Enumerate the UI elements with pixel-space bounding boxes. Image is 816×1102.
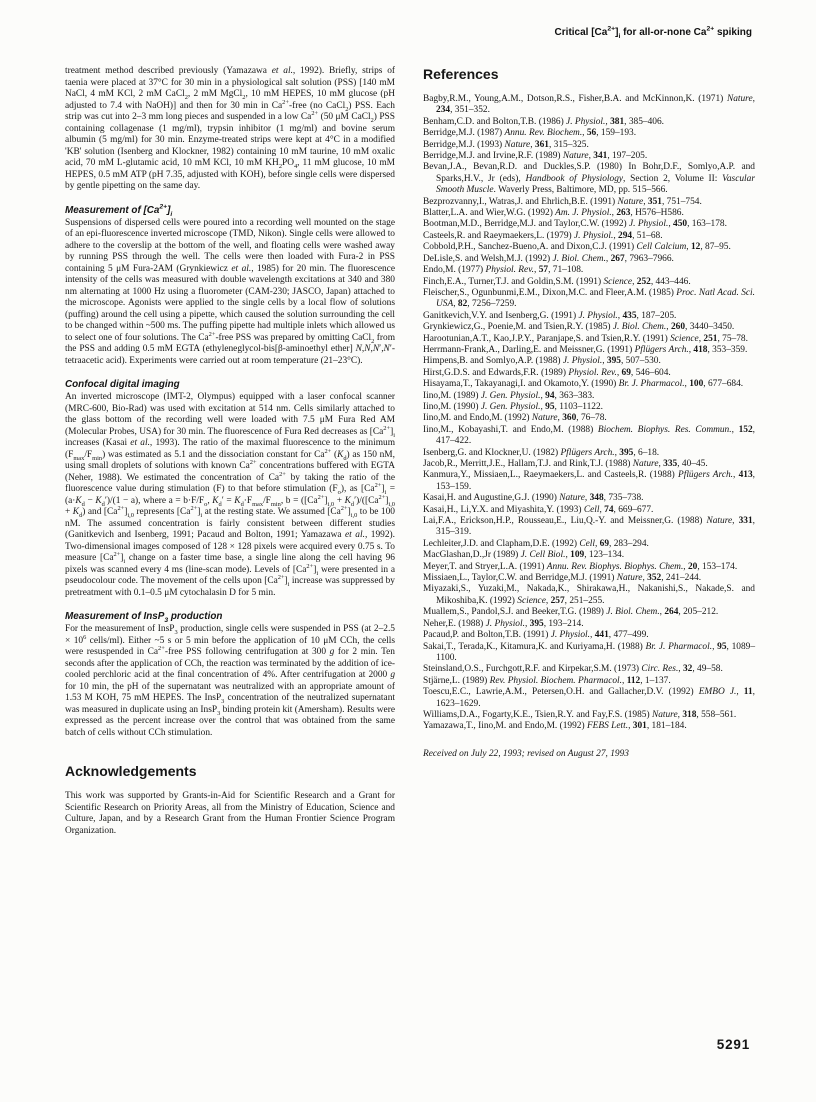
reference-item: Fleischer,S., Ogunbunmi,E.M., Dixon,M.C. and Fleer,A.M. (1985) Proc. Natl Acad. Sci. USA, 82, 7256–7259. xyxy=(423,287,756,310)
reference-item: Sakai,T., Terada,K., Kitamura,K. and Kuriyama,H. (1988) Br. J. Pharmacol., 95, 1089–1100. xyxy=(423,641,756,663)
reference-item: Neher,E. (1988) J. Physiol., 395, 193–214. xyxy=(423,618,584,629)
reference-item: Grynkiewicz,G., Poenie,M. and Tsien,R.Y. (1985) J. Biol. Chem., 260, 3440–3450. xyxy=(423,322,735,333)
subsection-heading-confocal-imaging: Confocal digital imaging xyxy=(65,379,180,390)
reference-item: Endo,M. (1977) Physiol. Rev., 57, 71–108. xyxy=(423,265,584,276)
reference-item: Lechleiter,J.D. and Clapham,D.E. (1992) Cell, 69, 283–294. xyxy=(423,538,649,549)
received-revised-note: Received on July 22, 1993; revised on August 27, 1993 xyxy=(423,748,629,759)
methods-continuation-paragraph: treatment method described previously (Yamazawa et al., 1992). Briefly, strips of taenia were placed at 37°C for 30 min in a physiological salt solution (PSS) [140 mM NaCl, 4 mM KCl, 2 mM CaCl$_2$, 2 mM MgCl$_2$, 10 mM HEPES, 10 mM glucose (pH adjusted to 7.4 with NaOH)] and then for 30 min in $Ca^{2+}$-free (no CaCl$_2$) PSS. Each strip was cut into 2–3 mm long pieces and suspended in a low $Ca^{2+}$ (50 μM CaCl$_2$) PSS containing collagenase (1 mg/ml), trypsin inhibitor (1 mg/ml) and bovine serum albumin (5 mg/ml) for 30 min. Enzyme-treated strips were kept at 4°C in a modified 'KB' solution (Isenberg and Klockner, 1982) containing 10 mM taurine, 10 mM oxalic acid, 70 mM L-glutamic acid, 10 mM KCl, 10 mM $KH_2PO_4$, 11 mM glucose, 10 mM HEPES, 0.5 mM ATP (pH 7.35, adjusted with KOH), before single cells were dispersed by gentle pipetting on the same day. xyxy=(65,66,396,191)
reference-item: Yamazawa,T., Iino,M. and Endo,M. (1992) FEBS Lett., 301, 181–184. xyxy=(423,721,687,732)
subsection-heading-ca-measurement: Measurement of $[Ca^{2+}]_i$ xyxy=(65,203,173,218)
reference-item: Missiaen,L., Taylor,C.W. and Berridge,M.J. (1991) Nature, 352, 241–244. xyxy=(423,573,702,584)
reference-item: Jacob,R., Merritt,J.E., Hallam,T.J. and Rink,T.J. (1988) Nature, 335, 40–45. xyxy=(423,459,708,469)
reference-item: Iino,M. (1990) J. Gen. Physiol., 95, 1103–1122. xyxy=(423,401,604,412)
reference-item: Blatter,L.A. and Wier,W.G. (1992) Am. J. Physiol., 263, H576–H586. xyxy=(423,208,684,219)
right-column xyxy=(423,66,755,837)
page-number: 5291 xyxy=(716,1037,750,1052)
reference-item: Iino,M. and Endo,M. (1992) Nature, 360, 76–78. xyxy=(423,413,607,424)
reference-item: Williams,D.A., Fogarty,K.E., Tsien,R.Y. and Fay,F.S. (1985) Nature, 318, 558–561. xyxy=(423,709,737,720)
reference-item: Herrmann-Frank,A., Darling,E. and Meissner,G. (1991) Pflügers Arch., 418, 353–359. xyxy=(423,344,748,355)
reference-item: Finch,E.A., Turner,T.J. and Goldin,S.M. (1991) Science, 252, 443–446. xyxy=(423,276,691,287)
running-head: Critical $[Ca^{2+}]_i$ for all-or-none $Ca^{2+}$ spiking xyxy=(554,25,752,40)
reference-item: Berridge,M.J. (1993) Nature, 361, 315–325. xyxy=(423,139,589,150)
reference-item: Hirst,G.D.S. and Edwards,F.R. (1989) Physiol. Rev., 69, 546–604. xyxy=(423,367,671,378)
reference-item: DeLisle,S. and Welsh,M.J. (1992) J. Biol. Chem., 267, 7963–7966. xyxy=(423,253,674,264)
reference-item: Stjärne,L. (1989) Rev. Physiol. Biochem. Pharmacol., 112, 1–137. xyxy=(423,675,671,686)
left-column xyxy=(65,66,395,837)
reference-item: Benham,C.D. and Bolton,T.B. (1986) J. Physiol., 381, 385–406. xyxy=(423,116,664,127)
reference-item: Kasai,H., Li,Y.X. and Miyashita,Y. (1993) Cell, 74, 669–677. xyxy=(423,504,654,515)
two-column-layout xyxy=(65,66,755,837)
reference-item: Miyazaki,S., Yuzaki,M., Nakada,K., Shirakawa,H., Nakanishi,S., Nakade,S. and Mikoshiba,K. (1992) Science, 257, 251–255. xyxy=(423,584,755,606)
acknowledgements-heading: Acknowledgements xyxy=(65,763,197,779)
reference-item: Bootman,M.D., Berridge,M.J. and Taylor,C.W. (1992) J. Physiol., 450, 163–178. xyxy=(423,219,727,230)
reference-list xyxy=(423,94,755,733)
reference-item: Hisayama,T., Takayanagi,I. and Okamoto,Y. (1990) Br. J. Pharmacol., 100, 677–684. xyxy=(423,379,744,390)
reference-item: Muallem,S., Pandol,S.J. and Beeker,T.G. (1989) J. Biol. Chem., 264, 205–212. xyxy=(423,607,719,618)
reference-item: Pacaud,P. and Bolton,T.B. (1991) J. Physiol., 441, 477–499. xyxy=(423,630,649,641)
reference-item: Iino,M., Kobayashi,T. and Endo,M. (1988) Biochem. Biophys. Res. Commun., 152, 417–422. xyxy=(423,424,755,447)
reference-item: Meyer,T. and Stryer,L.A. (1991) Annu. Rev. Biophys. Biophys. Chem., 20, 153–174. xyxy=(423,561,738,572)
reference-item: Bezprozvanny,I., Watras,J. and Ehrlich,B.E. (1991) Nature, 351, 751–754. xyxy=(423,196,702,207)
reference-item: Bevan,J.A., Bevan,R.D. and Duckles,S.P. (1980) In Bohr,D.F., Somlyo,A.P. and Sparks,H.V., Jr (eds), Handbook of Physiology, Section 2, Volume II: Vascular Smooth Muscle. Waverly Press, Baltimore, MD, pp. 515–566. xyxy=(423,162,755,196)
reference-item: Lai,F.A., Erickson,H.P., Rousseau,E., Liu,Q.-Y. and Meissner,G. (1988) Nature, 331, 315–319. xyxy=(423,516,755,538)
reference-item: Kanmura,Y., Missiaen,L., Raeymaekers,L. and Casteels,R. (1988) Pflügers Arch., 413, 153–159. xyxy=(423,470,755,492)
reference-item: Casteels,R. and Raeymaekers,L. (1979) J. Physiol., 294, 51–68. xyxy=(423,230,663,241)
subsection-heading-insp3-measurement: Measurement of InsP$_3$ production xyxy=(65,611,223,624)
references-heading: References xyxy=(423,66,499,82)
reference-item: Iino,M. (1989) J. Gen. Physiol., 94, 363–383. xyxy=(423,390,595,401)
reference-item: Ganitkevich,V.Y. and Isenberg,G. (1991) J. Physiol., 435, 187–205. xyxy=(423,310,677,321)
reference-item: Isenberg,G. and Klockner,U. (1982) Pflügers Arch., 395, 6–18. xyxy=(423,447,660,458)
ca-measurement-paragraph: Suspensions of dispersed cells were poured into a recording well mounted on the stage of an epi-fluorescence inverted microscope (TMD, Nikon). Single cells were allowed to adhere to the coverslip at the bottom of the well, and floating cells were washed away by running PSS through the well. The cells were then loaded with Fura-2 in PSS containing 5 μM Fura-2AM (Grynkiewicz et al., 1985) for 20 min. The fluorescence intensity of the cells was measured with double wavelength excitations at 340 and 380 nm alternating at 1000 Hz using a fluorometer (CAM-230; JASCO, Japan) attached to the microscope. Agonists were applied to the single cells by a local flow of solutions (puffing) around the cell using a pipette, which caused the solution surrounding the cell to be changed within ~500 ms. The puffing pipette had multiple inlets which allowed us to select one of four solutions. The $Ca^{2+}$-free PSS was prepared by omitting CaCl$_2$ from the PSS and adding 0.5 mM EGTA (ethyleneglycol-bis[β-aminoethyl ether] N,N,N′,N′-tetraacetic acid). Experiments were carried out at room temperature (21–23°C). xyxy=(65,217,395,366)
confocal-imaging-paragraph: An inverted microscope (IMT-2, Olympus) equipped with a laser confocal scanner (MRC-600, Bio-Rad) was used with excitation at 514 nm. Cells similarly attached to the glass bottom of the recording well were loaded with 7.5 μM Fura Red AM (Molecular Probes, USA) for 30 min. The fluorescence of Fura Red decreases as $[Ca^{2+}]_i$ increases (Kasai et al., 1993). The ratio of the maximal fluorescence to the minimum $(F_{max}/F_{min})$ was estimated as 5.1 and the dissociation constant for $Ca^{2+}$ $(K_d)$ as 150 nM, using small droplets of solutions with known $Ca^{2+}$ concentrations buffered with EGTA (Neher, 1988). We estimated the concentration of $Ca^{2+}$ by taking the ratio of the fluorescence value during stimulation (F) to that before stimulation $(F_o)$, as $[Ca^{2+}]_i = (a\cdot K_d - K_d')/(1 - a)$, where $a = b\cdot F/F_o$, $K_d' = K_d\cdot F_{max}/F_{min}$, $b = ([Ca^{2+}]_{i,0} + K_d')/([Ca^{2+}]_{i,0} + K_d)$ and $[Ca^{2+}]_{i,0}$ represents $[Ca^{2+}]_i$ at the resting state. We assumed $[Ca^{2+}]_{i,0}$ to be 100 nM. The assumed concentration is fairly consistent between different studies (Ganitkevich and Isenberg, 1991; Pacaud and Bolton, 1991; Yamazawa et al., 1992). Two-dimensional images composed of 128 × 128 pixels were acquired every 0.75 s. To measure $[Ca^{2+}]_i$ change on a faster time base, a single line along the cell having 96 pixels was scanned every 4 ms (line-scan mode). Levels of $[Ca^{2+}]_i$ were presented in a pseudocolour code. The movement of the cells upon $[Ca^{2+}]_i$ increase was suppressed by pretreatment with 0.1–0.5 μM cytochalasin D for 5 min. xyxy=(65,392,396,598)
reference-item: MacGlashan,D.,Jr (1989) J. Cell Biol., 109, 123–134. xyxy=(423,550,625,561)
reference-item: Berridge,M.J. and Irvine,R.F. (1989) Nature, 341, 197–205. xyxy=(423,151,648,162)
reference-item: Steinsland,O.S., Furchgott,R.F. and Kirpekar,S.M. (1973) Circ. Res., 32, 49–58. xyxy=(423,664,723,675)
acknowledgements-paragraph: This work was supported by Grants-in-Aid for Scientific Research and a Grant for Scientific Research on Priority Areas, all from the Ministry of Education, Science and Culture, Japan, and by a Research Grant from the Human Frontier Science Program Organization. xyxy=(65,791,395,836)
reference-item: Kasai,H. and Augustine,G.J. (1990) Nature, 348, 735–738. xyxy=(423,493,644,504)
reference-item: Himpens,B. and Somlyo,A.P. (1988) J. Physiol., 395, 507–530. xyxy=(423,356,661,367)
insp3-measurement-paragraph: For the measurement of InsP$_3$ production, single cells were suspended in PSS (at $2-2.5 \times 10^6$ cells/ml). Either ~5 s or 5 min before the application of 10 μM CCh, the cells were resuspended in $Ca^{2+}$-free PSS following centrifugation at 300 g for 2 min. Ten seconds after the application of CCh, the reaction was terminated by the addition of ice-cooled perchloric acid at the final concentration of 4%. After centrifugation at 2000 g for 10 min, the pH of the supernatant was neutralized with an appropriate amount of 1.53 M KOH, 75 mM HEPES. The InsP$_3$ concentration of the neutralized supernatant was measured in duplicate using an InsP$_3$ binding protein kit (Amersham). Results were expressed as the percent increase over the control that was obtained from the same batch of cells without CCh stimulation. xyxy=(65,624,395,738)
reference-item: Harootunian,A.T., Kao,J.P.Y., Paranjape,S. and Tsien,R.Y. (1991) Science, 251, 75–78. xyxy=(423,333,748,344)
reference-item: Cobbold,P.H., Sanchez-Bueno,A. and Dixon,C.J. (1991) Cell Calcium, 12, 87–95. xyxy=(423,242,731,253)
reference-item: Bagby,R.M., Young,A.M., Dotson,R.S., Fisher,B.A. and McKinnon,K. (1971) Nature, 234, 351–352. xyxy=(423,94,755,116)
reference-item: Toescu,E.C., Lawrie,A.M., Petersen,O.H. and Gallacher,D.V. (1992) EMBO J., 11, 1623–1629. xyxy=(423,687,755,709)
reference-item: Berridge,M.J. (1987) Annu. Rev. Biochem., 56, 159–193. xyxy=(423,128,637,139)
